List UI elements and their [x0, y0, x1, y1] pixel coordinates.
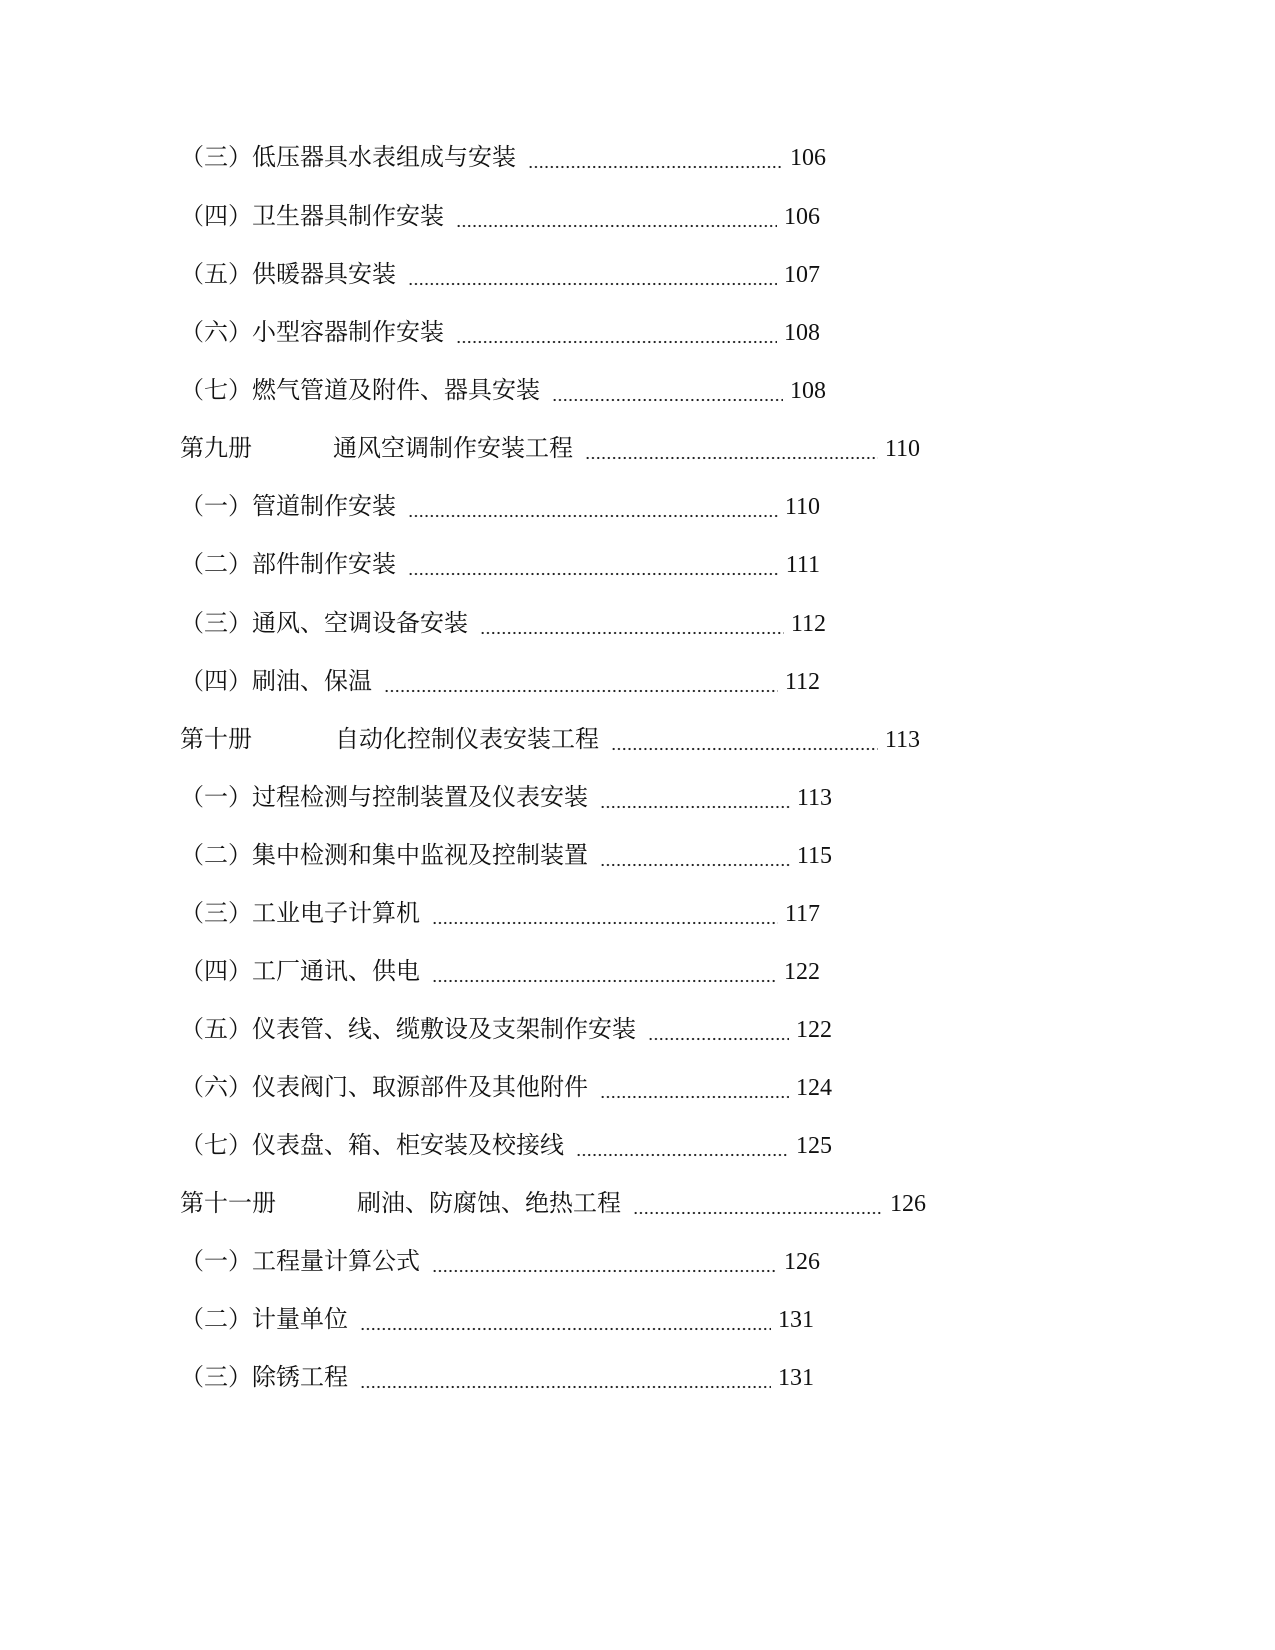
dot-leader: [432, 957, 777, 987]
toc-chapter-entry[interactable]: [180, 725, 920, 755]
toc-entry-page: 107: [784, 262, 820, 288]
toc-entry-page: 117: [784, 901, 820, 927]
toc-chapter-title: 通风空调制作安装工程: [333, 436, 573, 462]
toc-chapter-title: 自动化控制仪表安装工程: [335, 727, 599, 753]
toc-entry[interactable]: [180, 957, 820, 987]
toc-chapter-entry[interactable]: [180, 434, 920, 464]
dot-leader: [528, 143, 783, 173]
toc-chapter-number: 第九册: [180, 436, 252, 462]
toc-chapter-number: 第十册: [180, 727, 252, 753]
toc-entry-page: 108: [784, 320, 820, 346]
toc-entry-label: （六）仪表阀门、取源部件及其他附件: [180, 1075, 588, 1101]
toc-entry-page: 106: [784, 204, 820, 230]
toc-entry-page: 126: [890, 1191, 926, 1217]
toc-entry-label: （五）仪表管、线、缆敷设及支架制作安装: [180, 1017, 636, 1043]
dot-leader: [384, 667, 778, 697]
dot-leader: [456, 202, 777, 232]
toc-entry-page: 110: [784, 494, 820, 520]
toc-entry-label: （三）低压器具水表组成与安装: [180, 145, 516, 171]
toc-entry[interactable]: [180, 609, 826, 639]
toc-entry-label: （七）仪表盘、箱、柜安装及校接线: [180, 1133, 564, 1159]
toc-entry-label: （二）计量单位: [180, 1307, 348, 1333]
toc-entry-page: 131: [778, 1307, 814, 1333]
toc-entry[interactable]: [180, 550, 820, 580]
toc-entry-page: 108: [790, 378, 826, 404]
toc-entry-page: 115: [796, 843, 832, 869]
toc-entry[interactable]: [180, 1247, 820, 1277]
toc-entry-label: （三）除锈工程: [180, 1365, 348, 1391]
toc-entry-label: （六）小型容器制作安装: [180, 320, 444, 346]
toc-entry[interactable]: [180, 667, 820, 697]
toc-entry-page: 113: [796, 785, 832, 811]
dot-leader: [600, 1073, 789, 1103]
dot-leader: [552, 376, 783, 406]
toc-entry[interactable]: [180, 492, 820, 522]
toc-entry-page: 113: [884, 727, 920, 753]
dot-leader: [480, 609, 784, 639]
toc-entry-label: （二）集中检测和集中监视及控制装置: [180, 843, 588, 869]
toc-entry-page: 111: [785, 552, 820, 578]
dot-leader: [611, 725, 878, 755]
toc-entry[interactable]: [180, 1073, 832, 1103]
dot-leader: [576, 1131, 789, 1161]
toc-entry-label: （一）过程检测与控制装置及仪表安装: [180, 785, 588, 811]
dot-leader: [408, 492, 778, 522]
toc-chapter-entry[interactable]: [180, 1189, 926, 1219]
toc-entry-page: 126: [784, 1249, 820, 1275]
toc-entry[interactable]: [180, 1363, 814, 1393]
dot-leader: [648, 1015, 789, 1045]
toc-entry-label: （一）工程量计算公式: [180, 1249, 420, 1275]
toc-entry-label: （一）管道制作安装: [180, 494, 396, 520]
dot-leader: [432, 899, 778, 929]
dot-leader: [408, 260, 777, 290]
toc-entry-label: （二）部件制作安装: [180, 552, 396, 578]
dot-leader: [585, 434, 878, 464]
toc-entry[interactable]: [180, 143, 826, 173]
toc-entry-label: （四）卫生器具制作安装: [180, 204, 444, 230]
dot-leader: [600, 841, 790, 871]
toc-entry-label: （七）燃气管道及附件、器具安装: [180, 378, 540, 404]
dot-leader: [360, 1305, 771, 1335]
toc-entry-page: 122: [784, 959, 820, 985]
toc-entry-page: 125: [796, 1133, 832, 1159]
toc-entry[interactable]: [180, 1305, 814, 1335]
toc-entry-label: （四）工厂通讯、供电: [180, 959, 420, 985]
dot-leader: [600, 783, 790, 813]
toc-entry[interactable]: [180, 376, 826, 406]
toc-entry[interactable]: [180, 1131, 832, 1161]
toc-entry-page: 112: [790, 611, 826, 637]
toc-entry[interactable]: [180, 318, 820, 348]
toc-entry-page: 131: [778, 1365, 814, 1391]
toc-entry-label: （五）供暖器具安装: [180, 262, 396, 288]
dot-leader: [633, 1189, 883, 1219]
toc-entry-label: （四）刷油、保温: [180, 669, 372, 695]
toc-entry-label: （三）通风、空调设备安装: [180, 611, 468, 637]
dot-leader: [408, 550, 779, 580]
toc-entry[interactable]: [180, 841, 832, 871]
toc-entry[interactable]: [180, 783, 832, 813]
toc-entry[interactable]: [180, 899, 820, 929]
dot-leader: [432, 1247, 777, 1277]
toc-entry-page: 106: [790, 145, 826, 171]
dot-leader: [360, 1363, 771, 1393]
toc-entry-label: （三）工业电子计算机: [180, 901, 420, 927]
toc-chapter-title: 刷油、防腐蚀、绝热工程: [357, 1191, 621, 1217]
toc-entry-page: 122: [796, 1017, 832, 1043]
toc-entry[interactable]: [180, 1015, 832, 1045]
toc-entry[interactable]: [180, 260, 820, 290]
toc-chapter-number: 第十一册: [180, 1191, 276, 1217]
toc-entry-page: 112: [784, 669, 820, 695]
toc-entry[interactable]: [180, 202, 820, 232]
toc-entry-page: 124: [796, 1075, 832, 1101]
toc-entry-page: 110: [884, 436, 920, 462]
dot-leader: [456, 318, 777, 348]
